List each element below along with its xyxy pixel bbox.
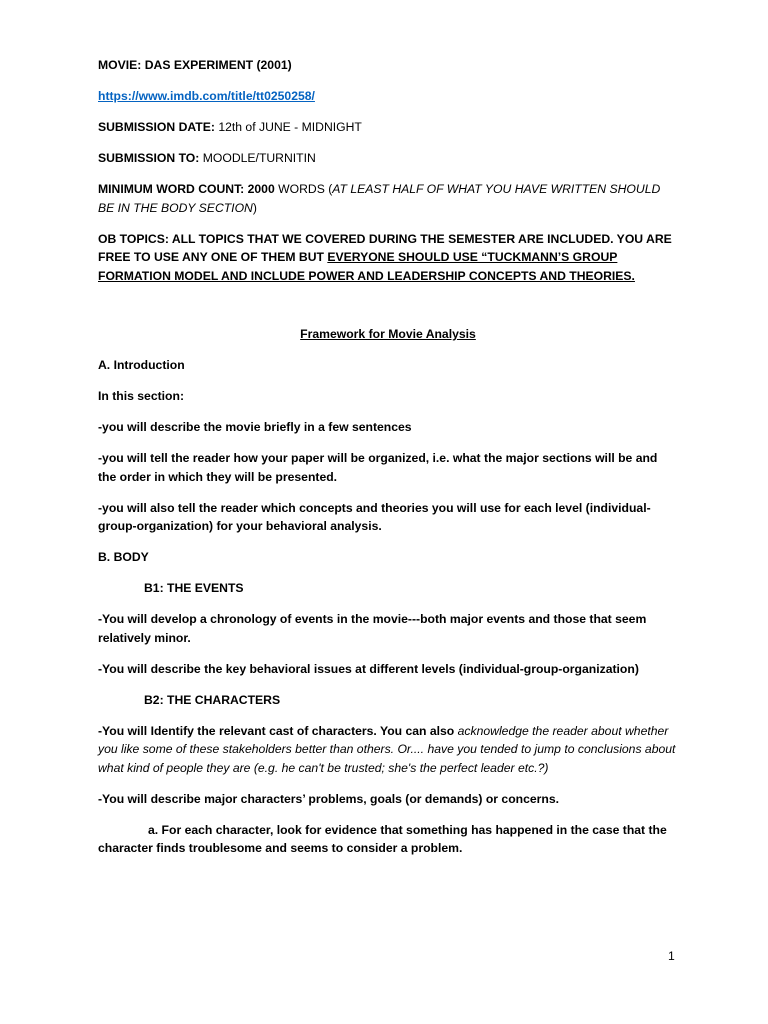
submission-date-value: 12th of JUNE - MIDNIGHT — [218, 120, 362, 134]
submission-date-line — [98, 118, 678, 137]
page-number: 1 — [668, 949, 675, 963]
imdb-link[interactable]: https://www.imdb.com/title/tt0250258/ — [98, 89, 315, 103]
word-count-unit: WORDS ( — [274, 182, 333, 196]
b1-heading: B1: THE EVENTS — [144, 581, 244, 595]
b2-item-2: -You will describe major characters’ problems, goals (or demands) or concerns. — [98, 791, 560, 806]
section-a-item-2: -you will tell the reader how your paper will be organized, i.e. what the major sections will be and the order in which they will be presented. — [98, 451, 658, 484]
b1-item-2: -You will describe the key behavioral issues at different levels (individual-group-organization) — [98, 661, 639, 676]
word-count-label: MINIMUM WORD COUNT: — [98, 182, 248, 196]
b2-heading: B2: THE CHARACTERS — [144, 692, 281, 707]
word-count-note: AT LEAST HALF OF WHAT YOU HAVE WRITTEN SHOULD BE IN THE BODY SECTION — [98, 182, 661, 215]
ob-topics-underlined: EVERYONE SHOULD USE “TUCKMANN’S GROUP FORMATION MODEL AND INCLUDE POWER AND LEADERSHIP CONCEPTS AND THEORIES. — [98, 250, 635, 283]
section-a-item-3: -you will also tell the reader which concepts and theories you will use for each level (individual-group-organization) for your behavioral analysis. — [98, 500, 651, 533]
word-count-number: 2000 — [247, 182, 275, 196]
b1-item-1: -You will develop a chronology of events in the movie---both major events and those that seem relatively minor. — [98, 612, 647, 645]
b2-item-1 — [98, 722, 678, 778]
section-b-heading: B. BODY — [98, 550, 149, 564]
submission-to-value: MOODLE/TURNITIN — [202, 151, 316, 165]
movie-line — [98, 56, 678, 75]
url-line — [98, 87, 678, 106]
ob-topics-line — [98, 230, 678, 286]
framework-title: Framework for Movie Analysis — [300, 327, 476, 341]
document-page — [98, 56, 678, 858]
section-a-heading: A. Introduction — [98, 358, 185, 372]
section-a-item-1: -you will describe the movie briefly in a few sentences — [98, 420, 412, 434]
word-count-line — [98, 180, 678, 217]
submission-to-label: SUBMISSION TO: — [98, 151, 203, 165]
submission-date-label: SUBMISSION DATE: — [98, 120, 219, 134]
b2-item-1-plain: -You will Identify the relevant cast of characters. You can also — [98, 723, 458, 738]
b2-item-1-italic: acknowledge the reader about whether you like some of these stakeholders better than others. Or.... have you tended to jump to conclusions about what kind of people they are (e.g. he can't be trusted; she's the perfect leader etc.?) — [98, 723, 676, 775]
movie-value: DAS EXPERIMENT (2001) — [144, 58, 292, 72]
section-a-intro: In this section: — [98, 389, 184, 403]
b2-item-3: a. For each character, look for evidence that something has happened in the case that the character finds troublesome and seems to consider a problem. — [98, 822, 667, 855]
word-count-close: ) — [252, 200, 257, 215]
ob-topics-label: OB TOPICS: — [98, 231, 172, 246]
submission-to-line — [98, 149, 678, 168]
movie-label: MOVIE: — [98, 58, 145, 72]
ob-topics-text: ALL TOPICS THAT WE COVERED DURING THE SEMESTER ARE INCLUDED. YOU ARE FREE TO USE ANY ONE OF THEM BUT — [98, 231, 672, 264]
